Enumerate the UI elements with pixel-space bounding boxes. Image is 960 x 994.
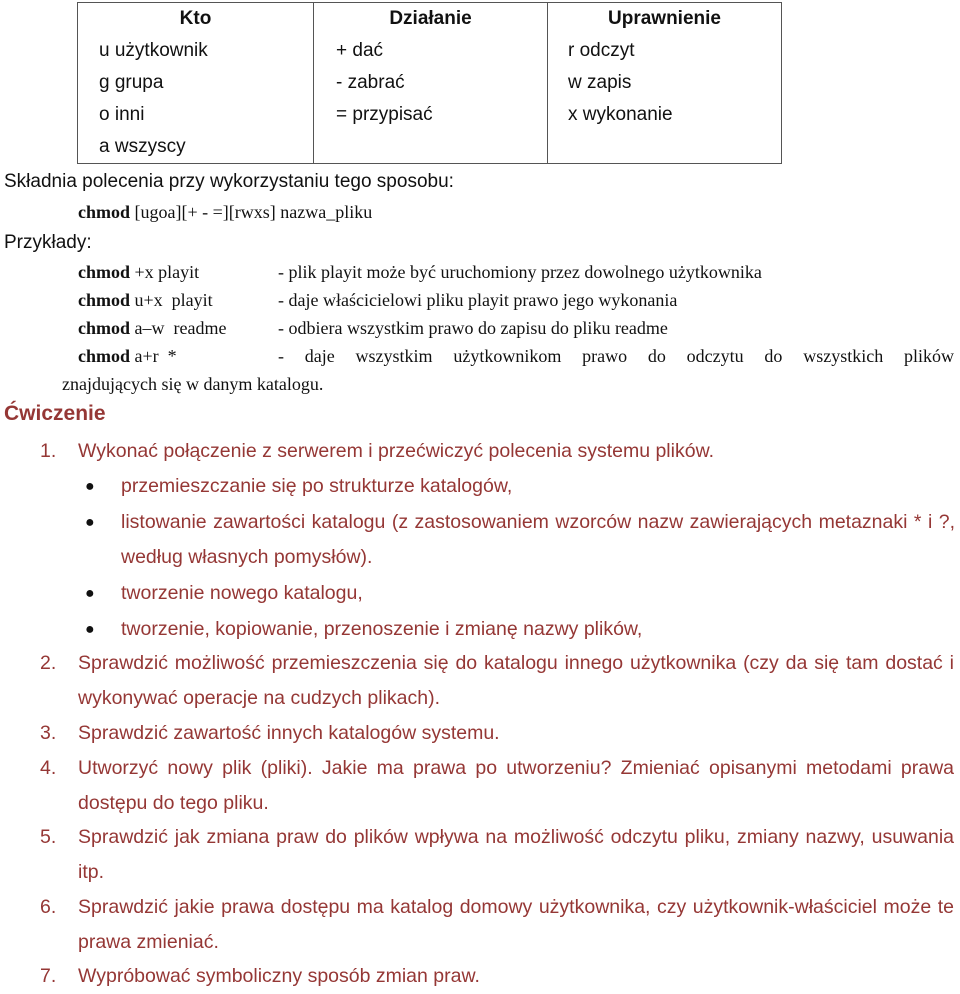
table-row	[78, 35, 782, 67]
example-description: - daje wszystkim użytkownikom prawo do odczytu do wszystkich plików	[278, 346, 954, 366]
example-description: - odbiera wszystkim prawo do zapisu do pliku readme	[278, 318, 668, 338]
exercise-text: Sprawdzić zawartość innych katalogów systemu.	[78, 722, 500, 744]
syntax-cmd: chmod	[78, 202, 131, 222]
example-command: chmod u+x playit	[78, 290, 213, 310]
example-row	[78, 318, 958, 342]
example-continuation: znajdujących się w danym katalogu.	[62, 374, 324, 394]
exercise-text: Sprawdzić jakie prawa dostępu ma katalog domowy użytkownika, czy użytkownik-właściciel może te prawa zmieniać.	[78, 896, 954, 953]
table-cell: u użytkownik	[78, 35, 314, 67]
table-cell: r odczyt	[548, 35, 782, 67]
syntax-heading: Składnia polecenia przy wykorzystaniu tego sposobu:	[4, 171, 454, 192]
example-description: - plik playit może być uruchomiony przez dowolnego użytkownika	[278, 262, 762, 282]
table-row	[78, 99, 782, 131]
syntax-command	[78, 202, 372, 223]
permissions-table	[77, 2, 782, 164]
exercise-text: Utworzyć nowy plik (pliki). Jakie ma prawa po utworzeniu? Zmieniać opisanymi metodami prawa dostępu do tego pliku.	[78, 757, 954, 814]
table-row	[78, 131, 782, 164]
table-cell: x wykonanie	[548, 99, 782, 131]
header-uprawnienie: Uprawnienie	[548, 3, 782, 36]
exercise-number: 6.	[40, 896, 57, 918]
example-command: chmod a–w readme	[78, 318, 227, 338]
table-row	[78, 67, 782, 99]
example-command: chmod +x playit	[78, 262, 200, 282]
table-cell	[314, 131, 548, 164]
bullet-text: przemieszczanie się po strukturze katalogów,	[121, 475, 513, 497]
table-cell: g grupa	[78, 67, 314, 99]
header-kto: Kto	[78, 3, 314, 36]
exercise-number: 7.	[40, 965, 57, 987]
exercise-number: 2.	[40, 652, 57, 674]
exercise-number: 3.	[40, 722, 57, 744]
example-row	[78, 262, 958, 286]
table-cell: + dać	[314, 35, 548, 67]
table-cell: = przypisać	[314, 99, 548, 131]
table-cell	[548, 131, 782, 164]
bullet-icon: ●	[85, 621, 95, 638]
exercise-number: 4.	[40, 757, 57, 779]
syntax-args: [ugoa][+ - =][rwxs] nazwa_pliku	[134, 202, 373, 222]
bullet-text: tworzenie, kopiowanie, przenoszenie i zmianę nazwy plików,	[121, 618, 643, 640]
bullet-icon: ●	[85, 478, 95, 495]
exercise-text: Wypróbować symboliczny sposób zmian praw.	[78, 965, 480, 987]
exercise-number: 1.	[40, 440, 57, 462]
exercise-heading: Ćwiczenie	[4, 402, 106, 425]
examples-heading: Przykłady:	[4, 232, 92, 253]
bullet-icon: ●	[85, 514, 95, 531]
bullet-icon: ●	[85, 585, 95, 602]
exercise-text: Sprawdzić możliwość przemieszczenia się do katalogu innego użytkownika (czy da się tam dostać i wykonywać operacje na cudzych plikach).	[78, 652, 954, 709]
table-header-row	[78, 3, 782, 36]
example-command: chmod a+r *	[78, 346, 177, 366]
example-row	[78, 290, 958, 314]
exercise-number: 5.	[40, 826, 57, 848]
header-dzialanie: Działanie	[314, 3, 548, 36]
example-description: - daje właścicielowi pliku playit prawo jego wykonania	[278, 290, 678, 310]
example-row	[78, 346, 958, 370]
bullet-text: tworzenie nowego katalogu,	[121, 582, 363, 604]
table-cell: a wszyscy	[78, 131, 314, 164]
table-cell: w zapis	[548, 67, 782, 99]
table-cell: o inni	[78, 99, 314, 131]
table-cell: - zabrać	[314, 67, 548, 99]
bullet-text: listowanie zawartości katalogu (z zastosowaniem wzorców nazw zawierających metaznaki * i ?, według własnych pomysłów).	[121, 511, 955, 568]
exercise-text: Wykonać połączenie z serwerem i przećwiczyć polecenia systemu plików.	[78, 440, 714, 462]
exercise-text: Sprawdzić jak zmiana praw do plików wpływa na możliwość odczytu pliku, zmiany nazwy, usuwania itp.	[78, 826, 954, 883]
